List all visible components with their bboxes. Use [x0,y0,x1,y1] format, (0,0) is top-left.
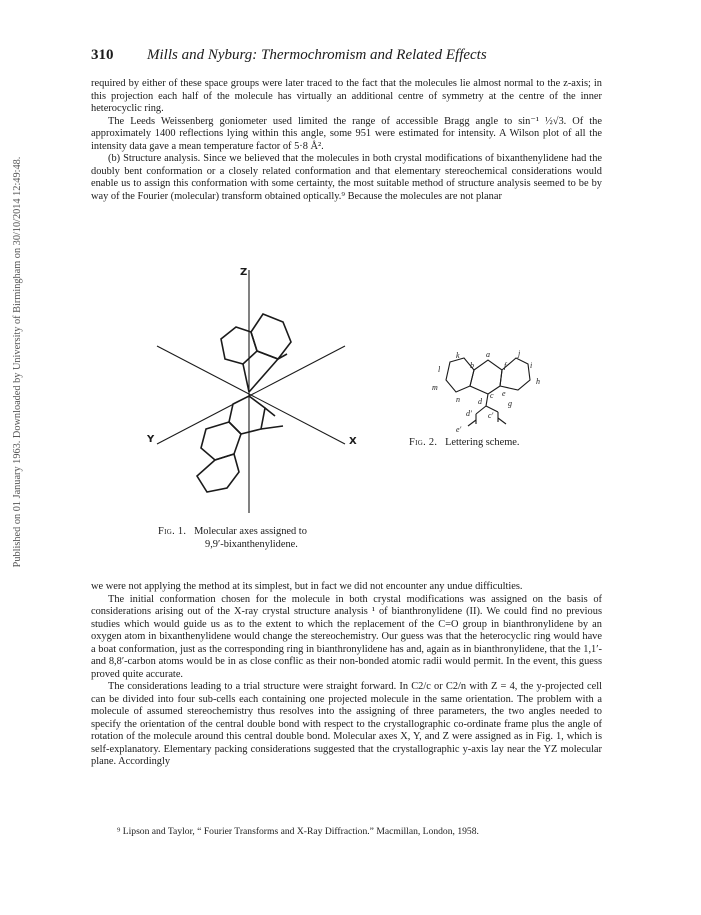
figure-1-diagram [135,258,375,518]
paragraph: The Leeds Weissenberg goniometer used limited the range of accessible Bragg angle to sin⁻¹ ½√3. Of the approximately 1400 reflections lying within this angle, some 951 were estimated for intensity. A Wilson plot of all the intensity data gave a mean temperature factor of 5·8 Å². [91,115,602,152]
atom-label-i: i [530,361,533,370]
y-axis-label: Y [147,434,155,445]
page-header [91,47,611,67]
atom-label-c-prime: c′ [488,411,494,420]
atom-label-g: g [508,399,512,408]
atom-label-m: m [432,383,438,392]
atom-label-c: c [490,391,494,400]
atom-label-e-prime: e′ [456,425,462,434]
figure-1-caption-line1: Molecular axes assigned to [194,526,307,537]
upper-xanthene-unit [221,314,291,392]
download-notice: Published on 01 January 1963. Downloaded by University of Birmingham on 30/10/2014 12:49:48. [12,156,23,568]
figure-2-caption-text: Lettering scheme. [445,437,520,448]
atom-label-j: j [518,349,521,358]
figure-1-caption [158,526,378,551]
footnote: ⁹ Lipson and Taylor, “ Fourier Transforms and X-Ray Diffraction.” Macmillan, London, 1958. [117,826,479,837]
paragraph: The initial conformation chosen for the molecule in both crystal modifications was assigned on the basis of considerations arising out of the X-ray crystal structure analysis ¹ of bianthronylidene (II). We could find no previous studies which would guide us as to the extent to which the replacement of the C=O group in bianthronylidene by an oxygen atom in bixanthenylidene would change the stereochemistry. Our guess was that the heterocyclic ring would have a boat conformation, just as the corresponding ring in bianthronylidene has and, again as in bianthronylidene, that the 1,1′- and 8,8′-carbon atoms would be in as close conflic as their non-bonded atomic radii would permit. In the event, this guess proved quite accurate. [91,593,602,680]
page-number: 310 [91,47,114,63]
figure-2-caption [409,437,520,450]
figure-1-label: Fig. 1. [158,526,187,537]
atom-label-n: n [456,395,460,404]
atom-label-e: e [502,389,506,398]
paragraph: (b) Structure analysis. Since we believed that the molecules in both crystal modifications of bixanthenylidene had the doubly bent conformation or a closely related conformation and that elementary stereochemical considerations would enable us to assign this conformation with some certainty, the most suitable method of structure analysis seemed to be by way of the Fourier (molecular) transform obtained optically.⁹ Because the molecules are not planar [91,153,602,202]
paragraph: we were not applying the method at its simplest, but in fact we did not encounter any undue difficulties. [91,581,523,592]
running-title: Mills and Nyburg: Thermochromism and Related Effects [147,47,487,63]
atom-label-f: f [504,361,507,370]
atom-label-a: a [486,350,490,359]
figure-2-label: Fig. 2. [409,437,438,448]
paragraph: required by either of these space groups were later traced to the fact that the molecules lie almost normal to the z-axis; in this projection each half of the molecule has virtually an additional centre of symmetry at the centre of the inner heterocyclic ring. [91,78,602,114]
paragraph: The considerations leading to a trial structure were straight forward. In C2/c or C2/n with Z = 4, the y-projected cell can be divided into four sub-cells each containing one projected molecule in the same orientation. The problem with a molecule of assumed stereochemistry thus resolves into the assigning of three parameters, the two angles needed to specify the orientation of the central double bond with respect to the crystallographic co-ordinate frame plus the angle of rotation of the molecule around this central double bond. Molecular axes X, Y, and Z were assigned as in Fig. 1, which is self-explanatory. Elementary packing considerations suggested that the crystallographic y-axis lay near the YZ molecular plane. Accordingly [91,681,602,767]
z-axis-label: Z [240,267,248,278]
atom-label-k: k [456,351,460,360]
figure-1-caption-line2: 9,9′-bixanthenylidene. [205,538,298,550]
atom-label-d: d [478,397,482,406]
atom-label-d-prime: d′ [466,409,472,418]
atom-label-l: l [438,365,441,374]
atom-label-h: h [536,377,540,386]
atom-label-b: b [470,361,474,370]
x-axis-label: X [349,436,357,447]
figure-2-diagram [428,348,558,436]
central-ring [470,360,502,394]
top-text-block [91,78,602,203]
lower-xanthene-unit [197,396,283,492]
bottom-text-block [91,581,602,769]
